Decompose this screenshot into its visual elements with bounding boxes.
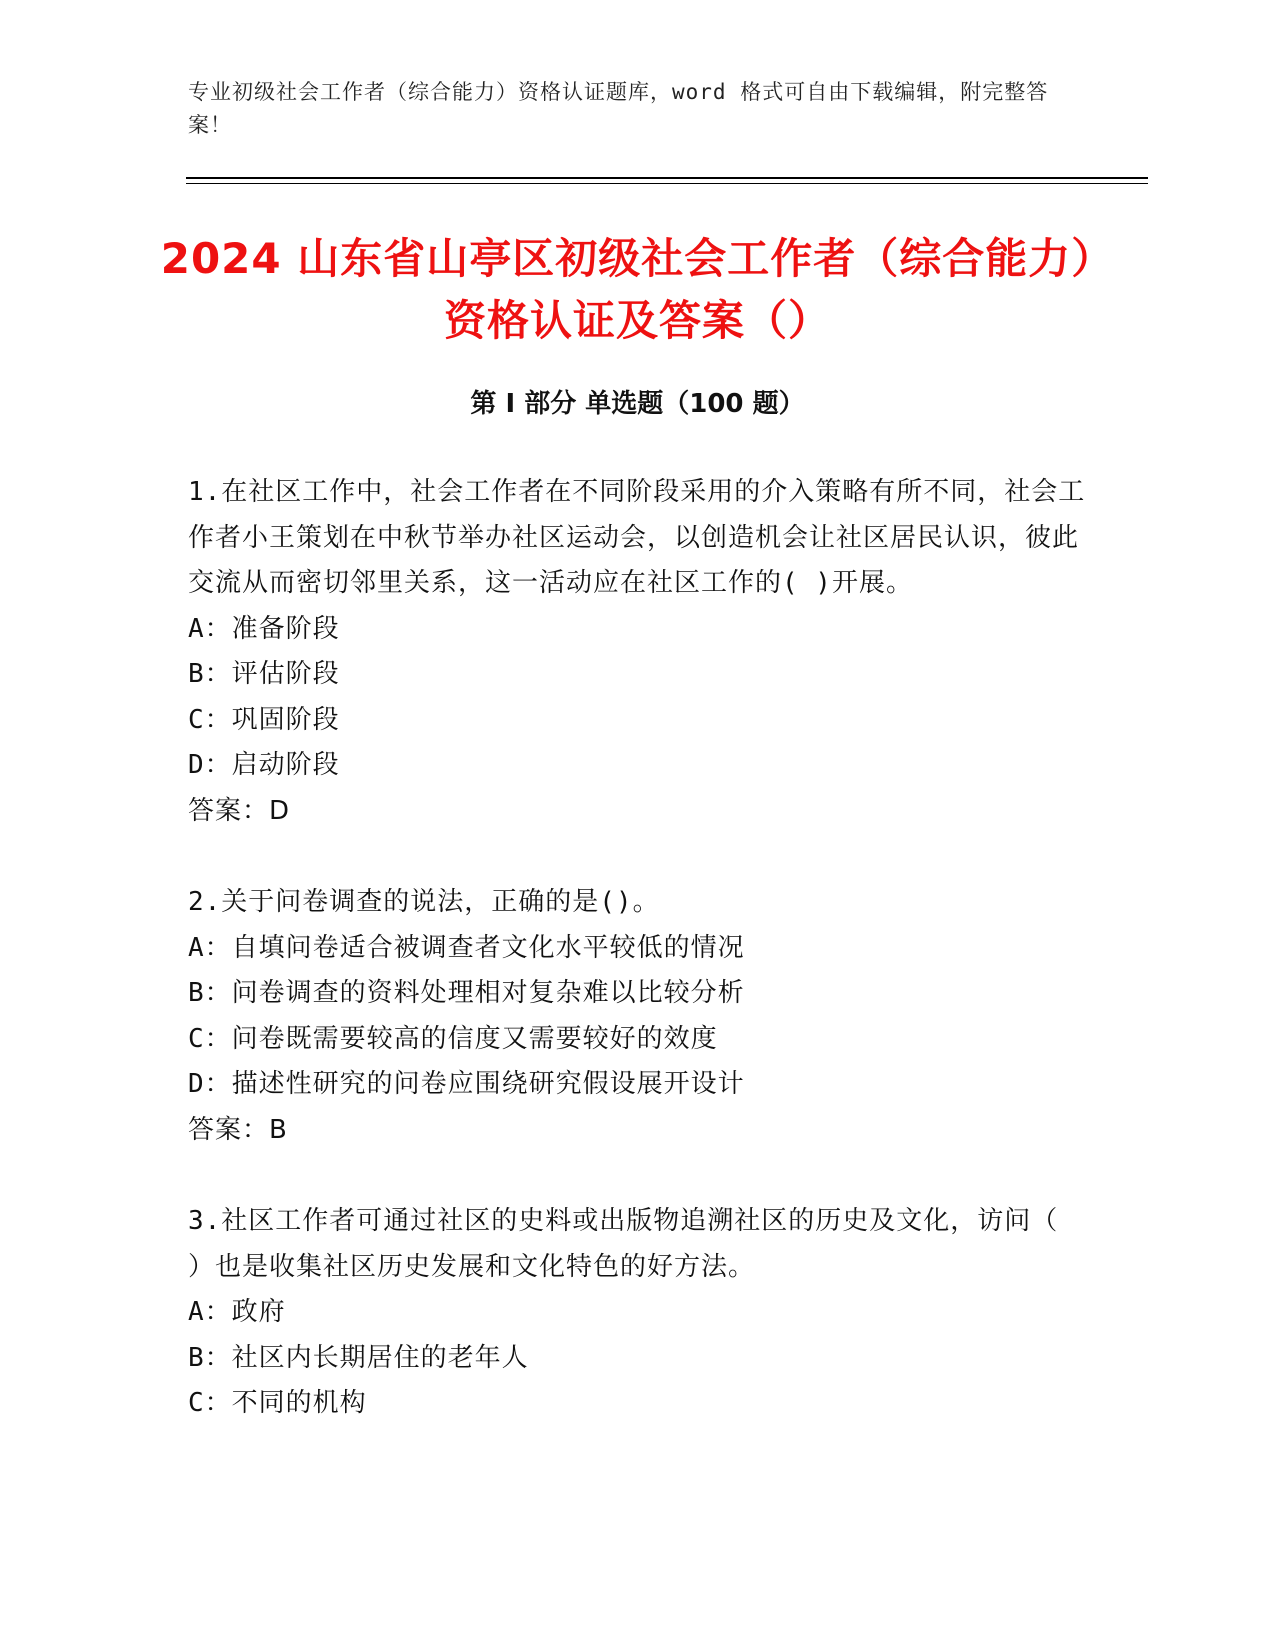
option-b: B：问卷调查的资料处理相对复杂难以比较分析 (188, 978, 745, 1008)
question-1 (188, 470, 1088, 834)
option-a: A：自填问卷适合被调查者文化水平较低的情况 (188, 932, 745, 963)
option-c: C：不同的机构 (188, 1388, 367, 1418)
question-stem: 2.关于问卷调查的说法，正确的是()。 (188, 887, 660, 917)
option-d: D：启动阶段 (188, 750, 340, 780)
option-b: B：评估阶段 (188, 659, 340, 689)
question-list (188, 470, 1088, 1473)
section-heading: 第 I 部分 单选题（100 题） (470, 389, 805, 419)
option-d: D：描述性研究的问卷应围绕研究假设展开设计 (188, 1069, 745, 1099)
option-c: C：问卷既需要较高的信度又需要较好的效度 (188, 1023, 718, 1054)
option-a: A：政府 (188, 1297, 286, 1327)
answer-line: 答案：D (188, 795, 291, 826)
header-divider-thick (186, 177, 1148, 179)
document-title: 2024 山东省山亭区初级社会工作者（综合能力）资格认证及答案（） (160, 234, 1115, 345)
option-c: C：巩固阶段 (188, 704, 340, 735)
option-b: B：社区内长期居住的老年人 (188, 1342, 529, 1373)
question-stem: 3.社区工作者可通过社区的史料或出版物追溯社区的历史及文化，访问（ ）也是收集社区历史发展和文化特色的好方法。 (188, 1206, 1059, 1282)
question-2 (188, 880, 1088, 1153)
header-divider-thin (186, 183, 1148, 184)
header-note: 专业初级社会工作者（综合能力）资格认证题库，word 格式可自由下载编辑，附完整答案！ (188, 80, 1049, 137)
question-stem: 1.在社区工作中，社会工作者在不同阶段采用的介入策略有所不同，社会工作者小王策划在中秋节举办社区运动会，以创造机会让社区居民认识，彼此交流从而密切邻里关系，这一活动应在社区工作的( )开展。 (188, 477, 1086, 598)
answer-line: 答案：B (188, 1114, 288, 1145)
question-3 (188, 1199, 1088, 1427)
option-a: A：准备阶段 (188, 613, 340, 644)
